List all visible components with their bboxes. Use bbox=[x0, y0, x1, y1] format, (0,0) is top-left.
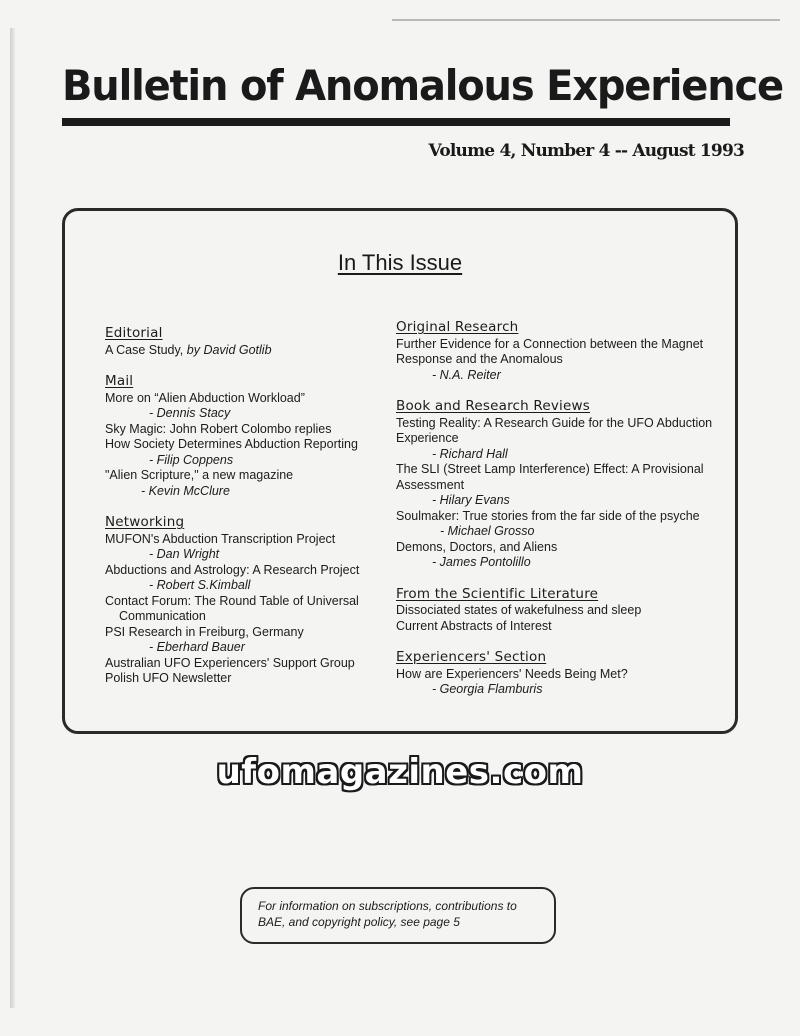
entry-title: The SLI (Street Lamp Interference) Effect: A Provisional Assessment bbox=[396, 462, 704, 492]
entry-author: by David Gotlib bbox=[186, 342, 272, 357]
section-scientific-literature bbox=[396, 587, 731, 635]
subscription-info-box: For information on subscriptions, contributions to BAE, and copyright policy, see page 5 bbox=[240, 887, 556, 944]
toc-entry bbox=[105, 343, 390, 359]
toc-heading: In This Issue bbox=[337, 250, 463, 275]
entry-title: "Alien Scripture," a new magazine bbox=[105, 468, 294, 482]
entry-author: - Dennis Stacy bbox=[149, 406, 231, 420]
masthead-rule bbox=[62, 118, 730, 126]
toc-entry bbox=[105, 671, 390, 687]
section-original-research bbox=[396, 320, 731, 383]
toc-entry bbox=[105, 391, 390, 422]
section-networking bbox=[105, 515, 390, 687]
toc-entry bbox=[396, 667, 731, 698]
toc-entry bbox=[396, 619, 731, 635]
page-edge-shadow bbox=[10, 28, 15, 1008]
entry-author: - Michael Grosso bbox=[440, 524, 535, 538]
entry-title: More on “Alien Abduction Workload” bbox=[105, 390, 305, 405]
section-heading: Editorial bbox=[105, 325, 163, 341]
toc-entry bbox=[105, 625, 390, 656]
entry-title: How are Experiencers' Needs Being Met? bbox=[396, 666, 628, 681]
section-heading: Book and Research Reviews bbox=[396, 398, 590, 414]
section-heading: Experiencers' Section bbox=[396, 649, 547, 665]
section-mail bbox=[105, 374, 390, 499]
entry-title: MUFON's Abduction Transcription Project bbox=[105, 531, 336, 546]
entry-title: Dissociated states of wakefulness and sleep bbox=[396, 603, 642, 617]
entry-author: - Robert S.Kimball bbox=[149, 578, 251, 592]
entry-title: Soulmaker: True stories from the far side of the psyche bbox=[396, 508, 700, 523]
toc-entry bbox=[396, 416, 731, 463]
toc-entry bbox=[105, 656, 390, 672]
entry-title: Sky Magic: John Robert Colombo replies bbox=[105, 421, 332, 436]
entry-title: Contact Forum: The Round Table of Universal Communication bbox=[105, 593, 359, 623]
entry-title: Abductions and Astrology: A Research Project bbox=[105, 562, 360, 577]
entry-author: - N.A. Reiter bbox=[432, 367, 501, 382]
entry-title: How Society Determines Abduction Reporting bbox=[105, 437, 358, 451]
entry-author: - James Pontolillo bbox=[432, 555, 531, 569]
toc-right-column bbox=[396, 320, 731, 714]
toc-entry bbox=[105, 594, 390, 625]
entry-author: - Filip Coppens bbox=[149, 452, 234, 467]
issue-line: Volume 4, Number 4 -- August 1993 bbox=[428, 141, 744, 161]
entry-author: - Dan Wright bbox=[149, 547, 220, 561]
section-heading: Original Research bbox=[396, 319, 519, 335]
section-heading: Networking bbox=[105, 514, 185, 530]
toc-entry bbox=[105, 437, 390, 468]
section-heading: Mail bbox=[105, 373, 134, 389]
entry-title: Polish UFO Newsletter bbox=[105, 671, 232, 685]
page-top-line bbox=[392, 19, 780, 21]
toc-entry bbox=[396, 540, 731, 571]
section-heading: From the Scientific Literature bbox=[396, 585, 599, 602]
section-experiencers bbox=[396, 650, 731, 698]
entry-title: A Case Study, bbox=[105, 342, 187, 357]
toc-entry bbox=[105, 422, 390, 438]
toc-left-column bbox=[105, 326, 390, 703]
toc-entry bbox=[396, 337, 731, 384]
masthead-title: Bulletin of Anomalous Experience bbox=[62, 62, 783, 111]
entry-title: PSI Research in Freiburg, Germany bbox=[105, 624, 304, 639]
section-book-reviews bbox=[396, 399, 731, 571]
entry-author: - Georgia Flamburis bbox=[432, 682, 543, 696]
toc-entry bbox=[105, 532, 390, 563]
entry-author: - Hilary Evans bbox=[432, 493, 510, 507]
entry-author: - Eberhard Bauer bbox=[149, 640, 245, 654]
entry-author: - Richard Hall bbox=[432, 446, 508, 461]
toc-entry bbox=[396, 603, 731, 619]
entry-title: Testing Reality: A Research Guide for the UFO Abduction Experience bbox=[396, 415, 713, 445]
toc-entry bbox=[105, 468, 390, 499]
toc-entry bbox=[396, 509, 731, 540]
section-editorial bbox=[105, 326, 390, 358]
entry-title: Further Evidence for a Connection between the Magnet Response and the Anomalous bbox=[396, 336, 704, 366]
entry-title: Demons, Doctors, and Aliens bbox=[396, 539, 558, 554]
watermark-text: ufomagazines.com bbox=[216, 752, 584, 792]
entry-title: Current Abstracts of Interest bbox=[396, 618, 552, 633]
entry-author: - Kevin McClure bbox=[141, 483, 230, 498]
toc-entry bbox=[105, 563, 390, 594]
toc-entry bbox=[396, 462, 731, 509]
entry-title: Australian UFO Experiencers' Support Group bbox=[105, 655, 355, 670]
